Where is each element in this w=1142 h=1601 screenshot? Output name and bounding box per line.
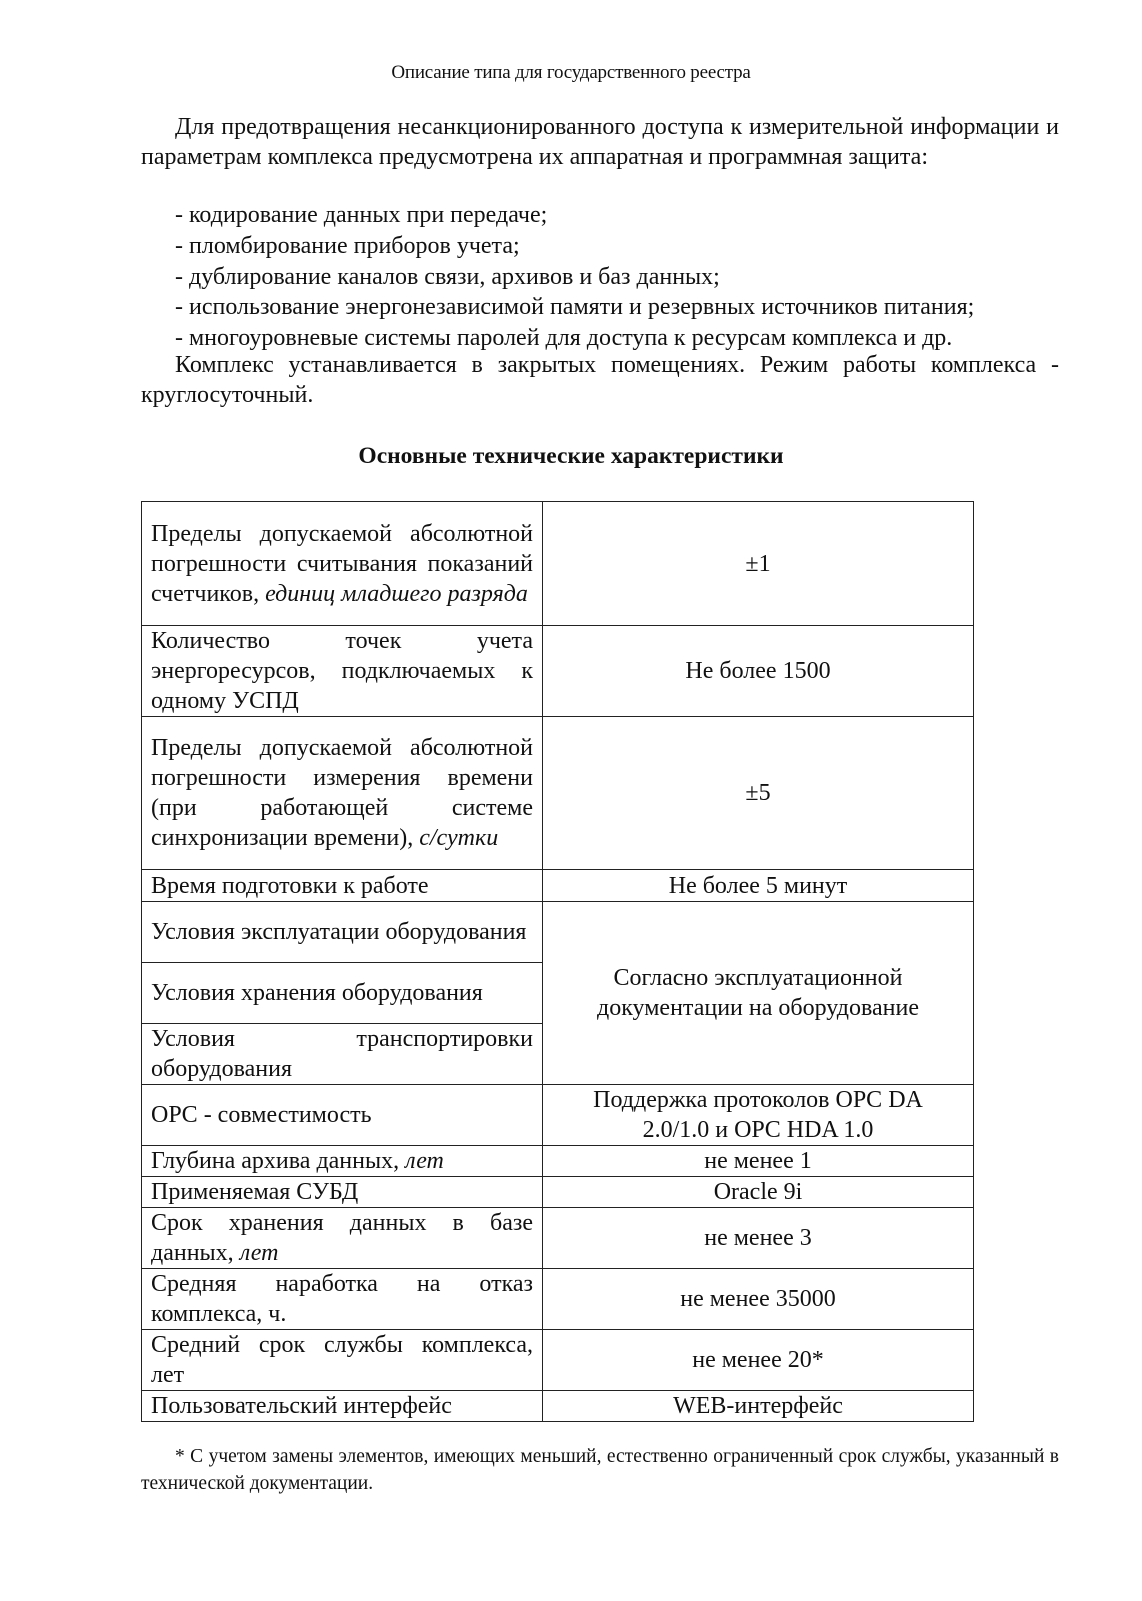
- specs-table: [141, 501, 974, 1422]
- table-row: [142, 1146, 974, 1177]
- page-header: Описание типа для государственного реестра: [391, 62, 751, 83]
- table-row: [142, 1330, 974, 1391]
- table-row: [142, 1208, 974, 1269]
- value-cell: ±1: [543, 502, 974, 626]
- param-cell: [142, 717, 543, 870]
- table-row: [142, 717, 974, 870]
- list-item: - использование энергонезависимой памяти и резервных источников питания;: [175, 294, 975, 321]
- param-cell: Средняя наработка на отказ комплекса, ч.: [142, 1269, 543, 1330]
- table-row: [142, 1269, 974, 1330]
- param-cell: OPC - совместимость: [142, 1085, 543, 1146]
- param-cell: [142, 1146, 543, 1177]
- table-row: [142, 1177, 974, 1208]
- specs-title: Основные технические характеристики: [358, 443, 784, 469]
- value-cell: Согласно эксплуатационной документации на оборудование: [543, 902, 974, 1085]
- value-cell: WEB-интерфейс: [543, 1391, 974, 1422]
- list-item: - дублирование каналов связи, архивов и баз данных;: [175, 263, 720, 290]
- param-unit: единиц младшего разряда: [265, 580, 528, 607]
- param-cell: Количество точек учета энергоресурсов, подключаемых к одному УСПД: [142, 626, 543, 717]
- value-cell: Поддержка протоколов OPC DA 2.0/1.0 и OPC HDA 1.0: [543, 1085, 974, 1146]
- param-cell: Время подготовки к работе: [142, 870, 543, 902]
- table-row: [142, 902, 974, 963]
- param-cell: Средний срок службы комплекса, лет: [142, 1330, 543, 1391]
- param-text: Срок хранения данных в базе данных,: [151, 1210, 533, 1266]
- value-cell: Не более 5 минут: [543, 870, 974, 902]
- value-cell: не менее 1: [543, 1146, 974, 1177]
- list-item: - многоуровневые системы паролей для доступа к ресурсам комплекса и др.: [175, 325, 953, 352]
- param-unit: лет: [239, 1240, 279, 1266]
- param-unit: лет: [405, 1148, 444, 1174]
- protection-list: [175, 200, 974, 354]
- footnote: * С учетом замены элементов, имеющих меньший, естественно ограниченный срок службы, указанный в технической документации.: [141, 1446, 1059, 1494]
- param-text: Пределы допускаемой абсолютной погрешности измерения времени (при работающей системе синхронизации времени),: [151, 735, 533, 851]
- value-cell: ±5: [543, 717, 974, 870]
- value-cell: Oracle 9i: [543, 1177, 974, 1208]
- table-row: [142, 1085, 974, 1146]
- table-row: [142, 870, 974, 902]
- list-item: - кодирование данных при передаче;: [175, 202, 548, 228]
- param-cell: Пользовательский интерфейс: [142, 1391, 543, 1422]
- table-row: [142, 1391, 974, 1422]
- closing-paragraph: Комплекс устанавливается в закрытых помещениях. Режим работы комплекса - круглосуточный.: [141, 352, 1059, 408]
- value-cell: не менее 3: [543, 1208, 974, 1269]
- param-cell: Условия транспортировки оборудования: [142, 1024, 543, 1085]
- intro-paragraph: Для предотвращения несанкционированного доступа к измерительной информации и параметрам комплекса предусмотрена их аппаратная и программная защита:: [141, 114, 1059, 170]
- value-cell: не менее 20*: [543, 1330, 974, 1391]
- value-cell: Не более 1500: [543, 626, 974, 717]
- param-text: Глубина архива данных,: [151, 1148, 406, 1174]
- list-item: - пломбирование приборов учета;: [175, 232, 520, 259]
- param-unit: с/сутки: [419, 825, 499, 851]
- param-cell: [142, 1208, 543, 1269]
- param-cell: Условия хранения оборудования: [142, 963, 543, 1024]
- value-cell: не менее 35000: [543, 1269, 974, 1330]
- table-row: [142, 502, 974, 626]
- param-cell: Применяемая СУБД: [142, 1177, 543, 1208]
- param-cell: [142, 502, 543, 626]
- table-row: [142, 626, 974, 717]
- param-cell: Условия эксплуатации оборудования: [142, 902, 543, 963]
- param-text: Пределы допускаемой абсолютной погрешности считывания показаний счетчиков,: [151, 520, 533, 607]
